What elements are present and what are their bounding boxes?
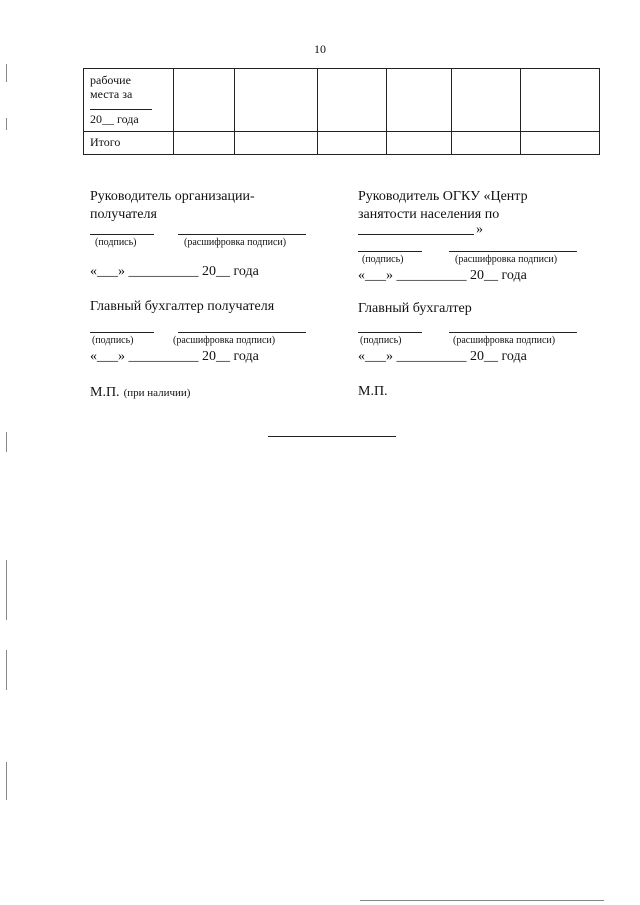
left-stamp	[90, 383, 190, 402]
right-accountant-title: Главный бухгалтер	[358, 301, 472, 316]
scan-edge-mark	[6, 650, 7, 690]
sign-caption: (подпись)	[92, 335, 134, 346]
table-cell-label	[84, 69, 174, 132]
left-head-title-1: Руководитель организации-	[90, 189, 255, 204]
left-date-line: «___» __________ 20__ года	[90, 264, 259, 279]
signature-line	[358, 332, 422, 333]
table-cell-label	[84, 132, 174, 155]
table-cell	[452, 69, 521, 132]
scan-edge-mark	[6, 560, 7, 620]
table-cell	[174, 132, 235, 155]
summary-table	[83, 68, 600, 155]
sign-caption: (подпись)	[362, 254, 404, 265]
region-line	[358, 234, 474, 235]
table-cell	[235, 69, 318, 132]
table-cell	[318, 132, 387, 155]
decode-line	[178, 332, 306, 333]
row-year: 20__ года	[90, 112, 139, 126]
table-cell	[452, 132, 521, 155]
scan-edge-mark	[6, 64, 7, 82]
left-head-title-2: получателя	[90, 207, 157, 222]
table-cell	[174, 69, 235, 132]
left-date-line-2: «___» __________ 20__ года	[90, 349, 259, 364]
table-cell	[235, 132, 318, 155]
decode-caption: (расшифровка подписи)	[184, 237, 287, 248]
scan-bottom-mark	[360, 900, 604, 901]
right-date-line-2: «___» __________ 20__ года	[358, 349, 527, 364]
stamp-label: М.П.	[90, 385, 120, 400]
table-cell	[387, 132, 452, 155]
scan-edge-mark	[6, 432, 7, 452]
decode-line	[178, 234, 306, 235]
signature-line	[90, 234, 154, 235]
table-cell	[387, 69, 452, 132]
right-head-title-1: Руководитель ОГКУ «Центр	[358, 189, 528, 204]
decode-caption: (расшифровка подписи)	[455, 254, 558, 265]
signature-line	[358, 251, 422, 252]
decode-line	[449, 332, 577, 333]
scan-edge-mark	[6, 762, 7, 800]
underline	[90, 109, 152, 110]
right-date-line: «___» __________ 20__ года	[358, 268, 527, 283]
end-divider	[268, 436, 396, 437]
stamp-note: (при наличии)	[123, 387, 191, 399]
decode-line	[449, 251, 577, 252]
row-label-line1: рабочие	[90, 73, 131, 87]
table-cell	[521, 69, 600, 132]
sign-caption: (подпись)	[95, 237, 137, 248]
signature-line	[90, 332, 154, 333]
table-cell	[521, 132, 600, 155]
table-row	[84, 69, 600, 132]
decode-caption: (расшифровка подписи)	[173, 335, 276, 346]
right-head-title-2: занятости населения по	[358, 207, 500, 222]
table-cell	[318, 69, 387, 132]
scan-edge-mark	[6, 118, 7, 130]
sign-caption: (подпись)	[360, 335, 402, 346]
right-head-title-3: »	[476, 222, 483, 237]
row-label-line2: места за	[90, 87, 133, 101]
decode-caption: (расшифровка подписи)	[453, 335, 556, 346]
table-row	[84, 132, 600, 155]
left-accountant-title: Главный бухгалтер получателя	[90, 299, 275, 314]
total-label: Итого	[90, 135, 121, 149]
right-stamp: М.П.	[358, 384, 388, 399]
page-number: 10	[314, 42, 326, 56]
